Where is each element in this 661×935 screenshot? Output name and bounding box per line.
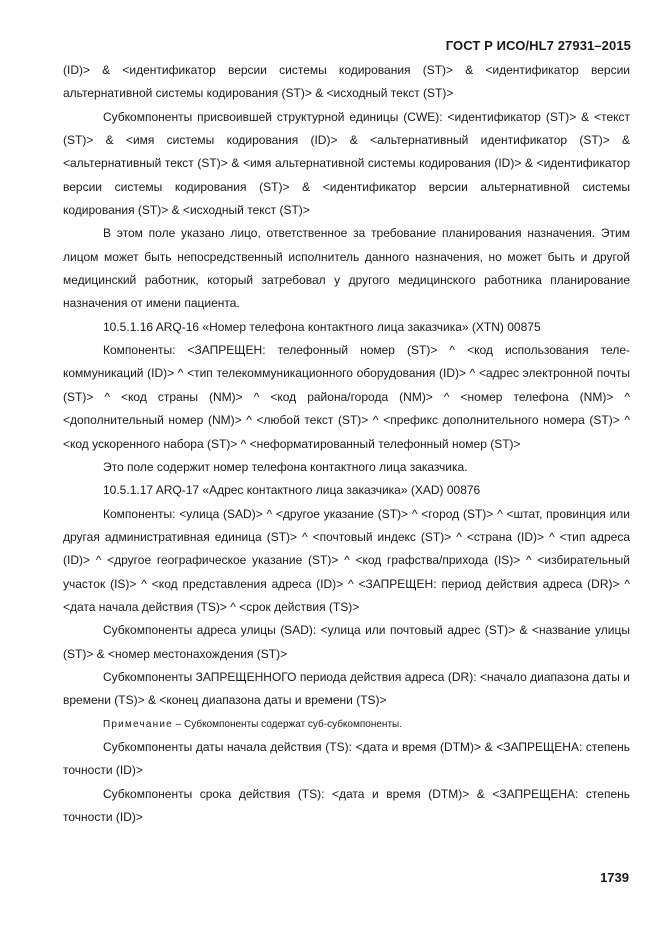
paragraph: В этом поле указано лицо, ответственное за требование планирования назначения. Этим лицом может быть непосредственный исполнитель данного назначения, но может быть и другой медицинский работник, который затребовал у другого медицинского работника планирование назначения от имени пациента. [63, 226, 630, 311]
note [63, 713, 630, 736]
page-number: 1739 [600, 870, 629, 885]
paragraph: Субкомпоненты адреса улицы (SAD): <улица или почтовый адрес (ST)> & <название улицы (ST)> & <номер местонахождения (ST)> [63, 623, 630, 661]
paragraph: Субкомпоненты даты начала действия (TS): <дата и время (DTM)> & <ЗАПРЕЩЕНА: степень точности (ID)> [63, 739, 630, 778]
paragraph: Компоненты: <ЗАПРЕЩЕН: телефонный номер (ST)> ^ <код использования телекоммуникаций (ID)> ^ <тип телекоммуникационного оборудования (ID)> ^ <адрес электронной почты (ST)> ^ <код страны (NM)> ^ <код района/города (NM)> ^ <номер телефона (NM)> ^ <дополнительный номер (NM)> ^ <любой текст (ST)> ^ <префикс дополнительного номера (ST)> ^ <код ускоренного набора (ST)> ^ <неформатированный телефонный номер (ST)> [63, 343, 630, 451]
document-header: ГОСТ Р ИСО/HL7 27931–2015 [445, 38, 631, 53]
section-heading: 10.5.1.17 ARQ-17 «Адрес контактного лица заказчика» (XAD) 00876 [103, 483, 481, 498]
note-label: Примечание [103, 718, 173, 730]
section-heading: 10.5.1.16 ARQ-16 «Номер телефона контактного лица заказчика» (XTN) 00875 [103, 319, 541, 334]
paragraph: (ID)> & <идентификатор версии системы кодирования (ST)> & <идентификатор версии альтернативной системы кодирования (ST)> & <исходный текст (ST)> [63, 63, 630, 101]
paragraph: Это поле содержит номер телефона контактного лица заказчика. [103, 459, 468, 474]
paragraph: Субкомпоненты срока действия (TS): <дата и время (DTM)> & <ЗАПРЕЩЕНА: степень точности (ID)> [63, 786, 630, 824]
paragraph: Субкомпоненты ЗАПРЕЩЕННОГО периода действия адреса (DR): <начало диапазона даты и времени (TS)> & <конец диапазона даты и времени (TS)> [63, 669, 630, 708]
document-body [63, 59, 630, 829]
paragraph: Субкомпоненты присвоившей структурной единицы (CWE): <идентификатор (ST)> & <текст (ST)> & <имя системы кодирования (ID)> & <альтернативный идентификатор (ST)> & <альтернативный текст (ST)> & <имя альтернативной системы кодирования (ID)> & <идентификатор версии системы кодирования (ST)> & <идентификатор версии альтернативной системы кодирования (ST)> & <исходный текст (ST)> [63, 109, 630, 218]
note-text: – Субкомпоненты содержат суб-субкомпоненты. [172, 718, 402, 730]
paragraph: Компоненты: <улица (SAD)> ^ <другое указание (ST)> ^ <город (ST)> ^ <штат, провинция или другая административная единица (ST)> ^ <почтовый индекс (ST)> ^ <страна (ID)> ^ <тип адреса (ID)> ^ <другое географическое указание (ST)> ^ <код графства/прихода (IS)> ^ <избирательный участок (IS)> ^ <код представления адреса (ID)> ^ <ЗАПРЕЩЕН: период действия адреса (DR)> ^ <дата начала действия (TS)> ^ <срок действия (TS)> [63, 506, 630, 614]
